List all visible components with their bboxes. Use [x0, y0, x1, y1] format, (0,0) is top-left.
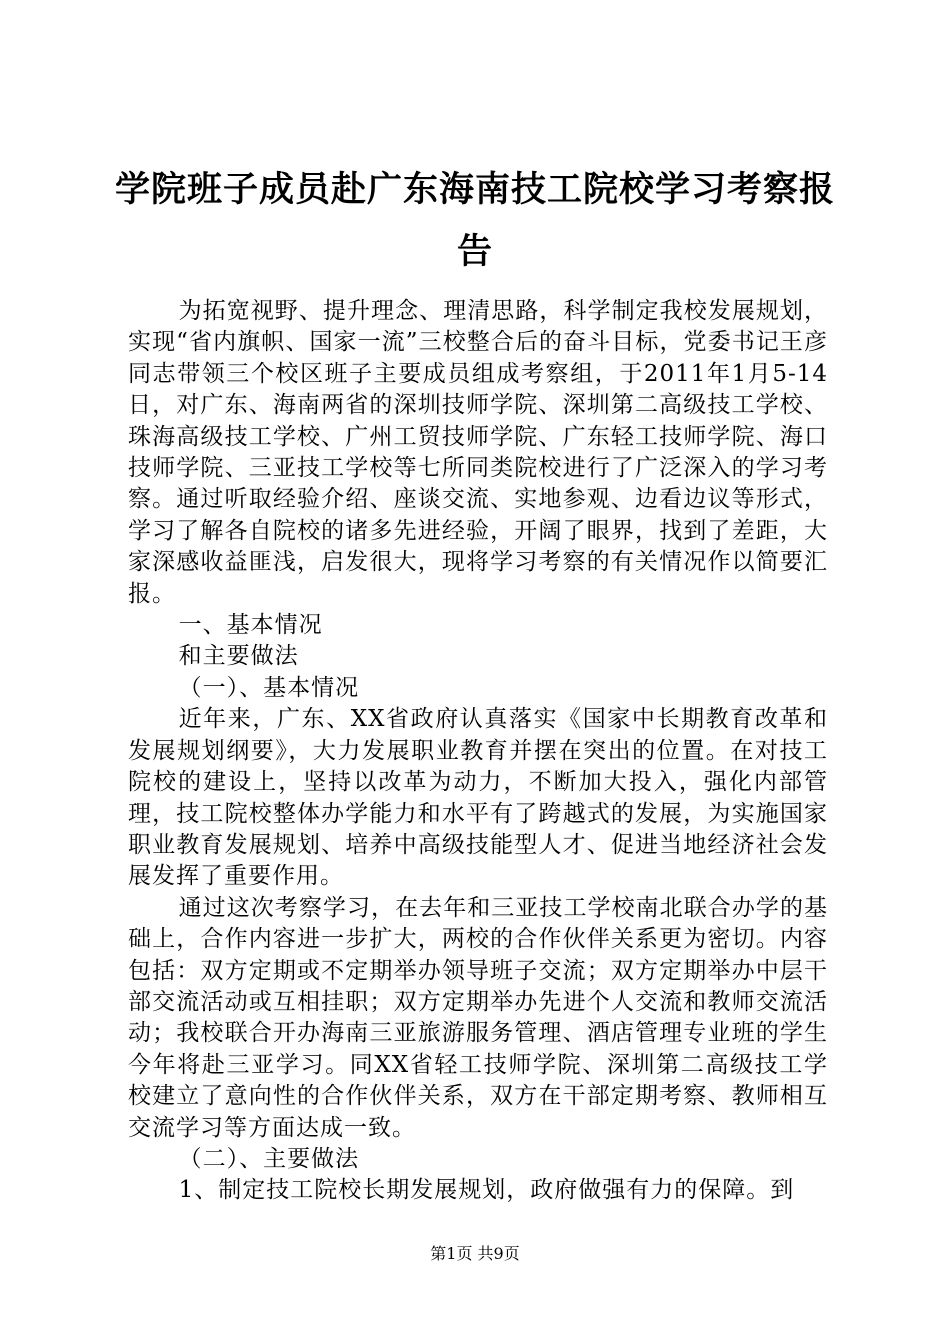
subsection-1-heading: （一）、基本情况 — [178, 674, 360, 701]
section-1-heading-b: 和主要做法 — [178, 643, 299, 670]
section-1-heading-a: 一、基本情况 — [178, 612, 323, 639]
intro-paragraph: 为拓宽视野、提升理念、理清思路，科学制定我校发展规划，实现“省内旗帜、国家一流”三校整合后的奋斗目标，党委书记王彦同志带领三个校区班子主要成员组成考察组，于2011年1月5-14日，对广东、海南两省的深圳技师学院、深圳第二高级技工学校、珠海高级技工学校、广州工贸技师学院、广东轻工技师学院、海口技师学院、三亚技工学校等七所同类院校进行了广泛深入的学习考察。通过听取经验介绍、座谈交流、实地参观、边看边议等形式，学习了解各自院校的诸多先进经验，开阔了眼界，找到了差距，大家深感收益匪浅，启发很大，现将学习考察的有关情况作以简要汇报。 — [128, 298, 828, 607]
subsection-2-first-line: 1、制定技工院校长期发展规划，政府做强有力的保障。到 — [178, 1177, 795, 1204]
subsection-2-heading: （二）、主要做法 — [178, 1145, 360, 1172]
document-title-line-1: 学院班子成员赴广东海南技工院校学习考察报 — [114, 170, 835, 210]
document-title-line-2: 告 — [456, 232, 493, 272]
document-body — [128, 296, 828, 1207]
subsection-1-paragraph-1: 近年来，广东、XX省政府认真落实《国家中长期教育改革和发展规划纲要》，大力发展职业教育并摆在突出的位置。在对技工院校的建设上，坚持以改革为动力，不断加大投入，强化内部管理，技工院校整体办学能力和水平有了跨越式的发展，为实施国家职业教育发展规划、培养中高级技能型人才、促进当地经济社会发展发挥了重要作用。 — [128, 706, 828, 890]
page-footer: 第1页 共9页 — [430, 1244, 520, 1263]
subsection-1-paragraph-2: 通过这次考察学习，在去年和三亚技工学校南北联合办学的基础上，合作内容进一步扩大，两校的合作伙伴关系更为密切。内容包括：双方定期或不定期举办领导班子交流；双方定期举办中层干部交流活动或互相挂职；双方定期举办先进个人交流和教师交流活动；我校联合开办海南三亚旅游服务管理、酒店管理专业班的学生今年将赴三亚学习。同XX省轻工技师学院、深圳第二高级技工学校建立了意向性的合作伙伴关系，双方在干部定期考察、教师相互交流学习等方面达成一致。 — [128, 894, 828, 1141]
